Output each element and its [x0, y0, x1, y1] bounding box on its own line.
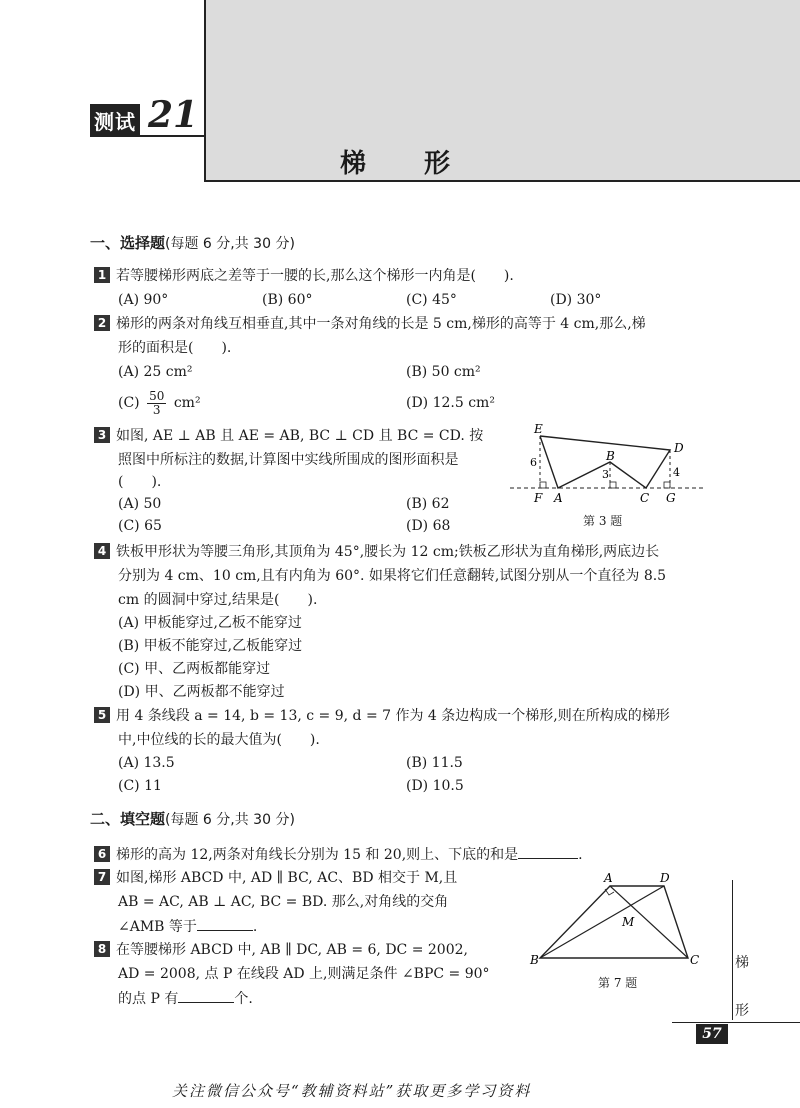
question-text-line1: 如图, AE ⊥ AB 且 AE = AB, BC ⊥ CD 且 BC = CD. 按 [116, 428, 484, 444]
question-2 [94, 314, 646, 334]
fraction [147, 390, 166, 417]
label-d: D [674, 441, 684, 455]
label-c: C [690, 953, 700, 967]
question-text-line1: 用 4 条线段 a = 14, b = 13, c = 9, d = 7 作为 4 条边构成一个梯形,则在所构成的梯形 [116, 708, 670, 724]
option-label: (C) [118, 395, 140, 411]
q3-option-a: (A) 50 [118, 496, 162, 512]
question-5 [94, 706, 670, 726]
right-angle-g [664, 482, 670, 488]
label-4: 4 [673, 466, 680, 479]
right-angle-f [540, 482, 546, 488]
question-number: 1 [94, 267, 110, 283]
label-d: D [660, 871, 670, 885]
q3-option-d: (D) 68 [406, 518, 451, 534]
question-8 [94, 940, 468, 960]
right-angle-b [610, 482, 616, 488]
side-label-2: 形 [735, 1003, 749, 1019]
option-unit: cm² [173, 395, 201, 411]
question-text-line2: 照图中所标注的数据,计算图中实线所围成的图形面积是 [118, 452, 459, 468]
q3-option-b: (B) 62 [406, 496, 450, 512]
footer-note: 关注微信公众号“教辅资料站”获取更多学习资料 [172, 1082, 532, 1100]
q4-option-b: (B) 甲板不能穿过,乙板能穿过 [118, 638, 303, 654]
question-text-line2: 分别为 4 cm、10 cm,且有内角为 60°. 如果将它们任意翻转,试图分别从一个直径为 8.5 [118, 568, 667, 584]
question-text-line1: 梯形的两条对角线互相垂直,其中一条对角线的长是 5 cm,梯形的高等于 4 cm,那么,梯 [116, 316, 646, 332]
question-text: 的点 P 有 [118, 991, 179, 1007]
q2-option-a: (A) 25 cm² [118, 364, 193, 380]
label-m: M [622, 915, 635, 929]
q2-option-c [118, 388, 201, 418]
figure-7 [528, 870, 708, 970]
answer-blank[interactable] [518, 844, 578, 859]
figure-7-caption: 第 7 题 [598, 976, 638, 990]
question-3 [94, 426, 483, 446]
section-heading-fill [90, 808, 295, 829]
question-text: ∠AMB 等于 [118, 919, 197, 935]
question-text-line3 [118, 988, 253, 1009]
question-number: 2 [94, 315, 110, 331]
question-number: 6 [94, 846, 110, 862]
question-text-line1: 在等腰梯形 ABCD 中, AB ∥ DC, AB = 6, DC = 2002, [116, 942, 468, 958]
test-label [90, 94, 199, 136]
question-4 [94, 542, 659, 562]
test-number: 21 [148, 94, 199, 136]
question-text-line1: 如图,梯形 ABCD 中, AD ∥ BC, AC、BD 相交于 M,且 [116, 870, 458, 886]
page-number: 57 [696, 1024, 728, 1044]
label-b: B [606, 449, 615, 463]
question-end: . [252, 919, 258, 935]
question-end: 个. [234, 991, 253, 1007]
question-text-line3: cm 的圆洞中穿过,结果是( ). [118, 592, 318, 608]
question-end: . [578, 847, 583, 863]
question-text: 梯形的高为 12,两条对角线长分别为 15 和 20,则上、下底的和是 [116, 847, 519, 863]
section-heading-choice [90, 232, 295, 253]
question-text-line3 [118, 916, 257, 937]
label-f: F [534, 491, 543, 505]
label-e: E [534, 422, 543, 436]
question-number: 8 [94, 941, 110, 957]
question-number: 5 [94, 707, 110, 723]
question-1 [94, 266, 514, 286]
answer-blank[interactable] [197, 916, 253, 931]
question-text-line2: 形的面积是( ). [118, 340, 232, 356]
question-6 [94, 844, 583, 865]
q5-option-a: (A) 13.5 [118, 755, 175, 771]
question-number: 4 [94, 543, 110, 559]
fraction-numerator: 50 [149, 388, 165, 403]
section2-note: (每题 6 分,共 30 分) [165, 812, 295, 828]
trapezoid-abcd [540, 886, 688, 958]
q2-option-d: (D) 12.5 cm² [406, 395, 495, 411]
test-prefix: 测试 [90, 104, 140, 137]
q2-option-b: (B) 50 cm² [406, 364, 481, 380]
page-title: 梯形 [340, 149, 509, 179]
label-c: C [640, 491, 650, 505]
q1-option-b: (B) 60° [262, 292, 313, 308]
section2-title: 二、填空题 [90, 810, 166, 828]
question-number: 7 [94, 869, 110, 885]
answer-blank[interactable] [178, 988, 234, 1003]
label-3: 3 [602, 468, 609, 481]
question-text-line2: AD = 2008, 点 P 在线段 AD 上,则满足条件 ∠BPC = 90° [118, 966, 490, 982]
label-a: A [604, 871, 613, 885]
q4-option-c: (C) 甲、乙两板都能穿过 [118, 661, 271, 677]
question-text-line2: AB = AC, AB ⊥ AC, BC = BD. 那么,对角线的交角 [118, 894, 449, 910]
label-b: B [530, 953, 539, 967]
question-7 [94, 868, 457, 888]
figure-3 [510, 420, 710, 510]
page-rule [672, 1022, 800, 1023]
question-text-line1: 铁板甲形状为等腰三角形,其顶角为 45°,腰长为 12 cm;铁板乙形状为直角梯形,两底边长 [116, 544, 660, 560]
question-text-line2: 中,中位线的长的最大值为( ). [118, 732, 320, 748]
q5-option-d: (D) 10.5 [406, 778, 464, 794]
q5-option-b: (B) 11.5 [406, 755, 463, 771]
section1-title: 一、选择题 [90, 234, 166, 252]
label-a: A [554, 491, 563, 505]
q4-option-a: (A) 甲板能穿过,乙板不能穿过 [118, 615, 302, 631]
fraction-denominator: 3 [152, 402, 161, 417]
side-rule [732, 880, 733, 1020]
figure-3-caption: 第 3 题 [583, 514, 623, 528]
q1-option-a: (A) 90° [118, 292, 169, 308]
side-label-1: 梯 [735, 955, 749, 971]
label-g: G [666, 491, 676, 505]
q5-option-c: (C) 11 [118, 778, 162, 794]
question-text-line3: ( ). [118, 474, 162, 490]
section1-note: (每题 6 分,共 30 分) [165, 236, 295, 252]
question-text: 若等腰梯形两底之差等于一腰的长,那么这个梯形一内角是( ). [116, 268, 514, 284]
label-6: 6 [530, 456, 537, 469]
q1-option-d: (D) 30° [550, 292, 602, 308]
q4-option-d: (D) 甲、乙两板都不能穿过 [118, 684, 285, 700]
diagonal-bd [540, 886, 664, 958]
q3-option-c: (C) 65 [118, 518, 162, 534]
question-number: 3 [94, 427, 110, 443]
q1-option-c: (C) 45° [406, 292, 457, 308]
